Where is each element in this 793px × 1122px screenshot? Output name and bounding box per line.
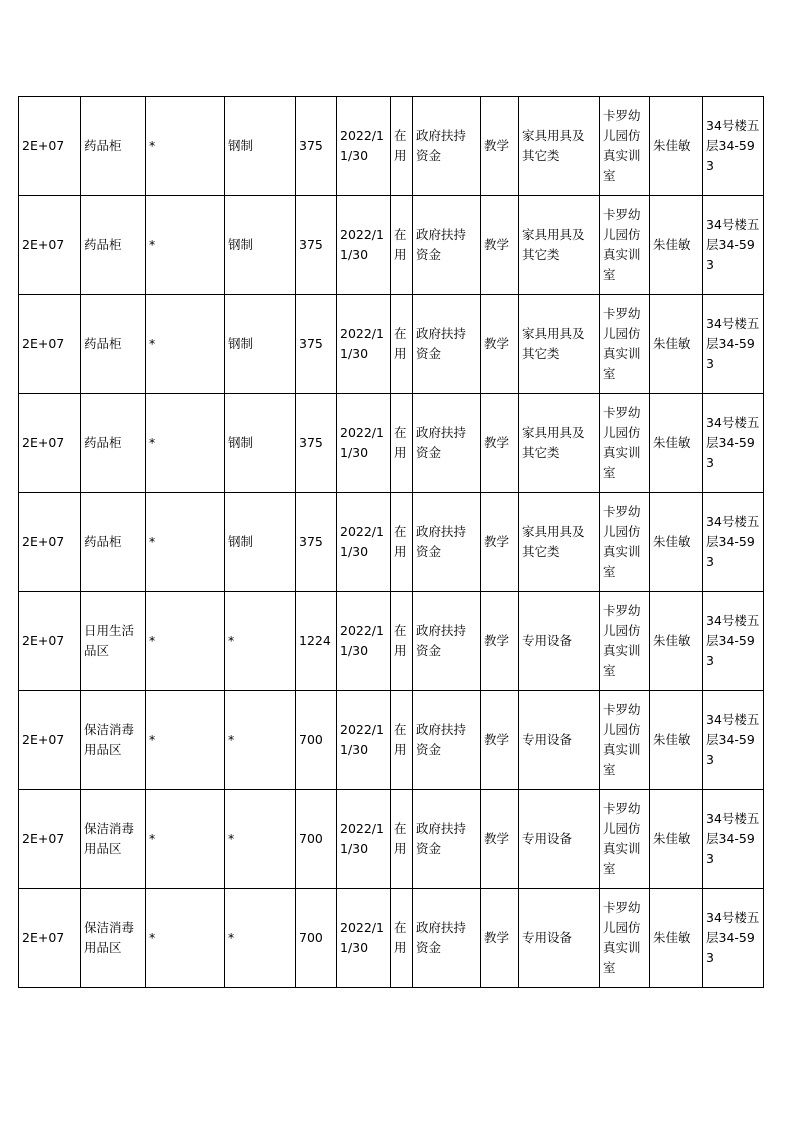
cell-location: 卡罗幼儿园仿真实训室	[600, 493, 650, 592]
cell-asset-name: 药品柜	[81, 97, 146, 196]
cell-date: 2022/11/30	[337, 493, 391, 592]
cell-material: 钢制	[225, 394, 296, 493]
cell-asset-name: 保洁消毒用品区	[81, 889, 146, 988]
cell-asset-name: 药品柜	[81, 295, 146, 394]
table-row	[19, 394, 764, 493]
cell-location: 卡罗幼儿园仿真实训室	[600, 394, 650, 493]
cell-custodian: 朱佳敏	[650, 790, 703, 889]
cell-asset-code: 2E+07	[19, 790, 81, 889]
table-row	[19, 493, 764, 592]
cell-status: 在用	[391, 790, 413, 889]
cell-fund-source: 政府扶持资金	[413, 295, 481, 394]
cell-fund-source: 政府扶持资金	[413, 394, 481, 493]
cell-price: 375	[296, 97, 337, 196]
cell-location: 卡罗幼儿园仿真实训室	[600, 889, 650, 988]
cell-asset-code: 2E+07	[19, 889, 81, 988]
cell-spec: *	[146, 691, 225, 790]
cell-material: *	[225, 790, 296, 889]
cell-fund-source: 政府扶持资金	[413, 592, 481, 691]
cell-usage: 教学	[481, 889, 519, 988]
cell-asset-code: 2E+07	[19, 196, 81, 295]
cell-room: 34号楼五层34-593	[703, 691, 764, 790]
cell-status: 在用	[391, 295, 413, 394]
table-row	[19, 889, 764, 988]
table-row	[19, 97, 764, 196]
cell-custodian: 朱佳敏	[650, 889, 703, 988]
cell-location: 卡罗幼儿园仿真实训室	[600, 691, 650, 790]
cell-status: 在用	[391, 97, 413, 196]
cell-room: 34号楼五层34-593	[703, 592, 764, 691]
cell-price: 1224	[296, 592, 337, 691]
cell-asset-code: 2E+07	[19, 295, 81, 394]
asset-table	[18, 96, 764, 988]
cell-room: 34号楼五层34-593	[703, 493, 764, 592]
cell-asset-name: 保洁消毒用品区	[81, 790, 146, 889]
cell-usage: 教学	[481, 790, 519, 889]
cell-date: 2022/11/30	[337, 790, 391, 889]
cell-spec: *	[146, 97, 225, 196]
cell-usage: 教学	[481, 493, 519, 592]
cell-asset-name: 药品柜	[81, 196, 146, 295]
cell-fund-source: 政府扶持资金	[413, 889, 481, 988]
cell-custodian: 朱佳敏	[650, 295, 703, 394]
cell-custodian: 朱佳敏	[650, 394, 703, 493]
cell-fund-source: 政府扶持资金	[413, 196, 481, 295]
cell-fund-source: 政府扶持资金	[413, 790, 481, 889]
cell-category: 家具用具及其它类	[519, 394, 600, 493]
cell-category: 家具用具及其它类	[519, 295, 600, 394]
table-row	[19, 691, 764, 790]
cell-usage: 教学	[481, 295, 519, 394]
cell-asset-code: 2E+07	[19, 493, 81, 592]
cell-asset-name: 日用生活品区	[81, 592, 146, 691]
asset-table-body	[19, 97, 764, 988]
cell-material: 钢制	[225, 97, 296, 196]
cell-material: *	[225, 889, 296, 988]
cell-fund-source: 政府扶持资金	[413, 97, 481, 196]
cell-material: 钢制	[225, 295, 296, 394]
cell-material: 钢制	[225, 493, 296, 592]
cell-category: 专用设备	[519, 592, 600, 691]
cell-date: 2022/11/30	[337, 97, 391, 196]
cell-asset-name: 保洁消毒用品区	[81, 691, 146, 790]
cell-material: *	[225, 592, 296, 691]
cell-room: 34号楼五层34-593	[703, 394, 764, 493]
cell-price: 375	[296, 493, 337, 592]
cell-room: 34号楼五层34-593	[703, 790, 764, 889]
cell-room: 34号楼五层34-593	[703, 196, 764, 295]
cell-spec: *	[146, 196, 225, 295]
cell-asset-code: 2E+07	[19, 691, 81, 790]
cell-room: 34号楼五层34-593	[703, 97, 764, 196]
cell-room: 34号楼五层34-593	[703, 889, 764, 988]
cell-fund-source: 政府扶持资金	[413, 493, 481, 592]
cell-status: 在用	[391, 394, 413, 493]
cell-spec: *	[146, 889, 225, 988]
cell-asset-code: 2E+07	[19, 97, 81, 196]
cell-price: 375	[296, 295, 337, 394]
cell-date: 2022/11/30	[337, 592, 391, 691]
cell-status: 在用	[391, 691, 413, 790]
cell-custodian: 朱佳敏	[650, 493, 703, 592]
cell-usage: 教学	[481, 196, 519, 295]
cell-location: 卡罗幼儿园仿真实训室	[600, 97, 650, 196]
cell-material: 钢制	[225, 196, 296, 295]
cell-custodian: 朱佳敏	[650, 196, 703, 295]
cell-price: 375	[296, 196, 337, 295]
cell-date: 2022/11/30	[337, 295, 391, 394]
cell-usage: 教学	[481, 691, 519, 790]
table-row	[19, 196, 764, 295]
cell-spec: *	[146, 295, 225, 394]
cell-fund-source: 政府扶持资金	[413, 691, 481, 790]
cell-location: 卡罗幼儿园仿真实训室	[600, 196, 650, 295]
cell-location: 卡罗幼儿园仿真实训室	[600, 790, 650, 889]
cell-status: 在用	[391, 889, 413, 988]
cell-category: 家具用具及其它类	[519, 196, 600, 295]
cell-spec: *	[146, 493, 225, 592]
cell-material: *	[225, 691, 296, 790]
cell-status: 在用	[391, 493, 413, 592]
cell-asset-code: 2E+07	[19, 394, 81, 493]
table-row	[19, 592, 764, 691]
cell-category: 家具用具及其它类	[519, 493, 600, 592]
cell-spec: *	[146, 394, 225, 493]
cell-category: 专用设备	[519, 790, 600, 889]
cell-location: 卡罗幼儿园仿真实训室	[600, 592, 650, 691]
cell-date: 2022/11/30	[337, 196, 391, 295]
cell-custodian: 朱佳敏	[650, 691, 703, 790]
cell-asset-name: 药品柜	[81, 394, 146, 493]
cell-price: 375	[296, 394, 337, 493]
cell-asset-name: 药品柜	[81, 493, 146, 592]
table-row	[19, 790, 764, 889]
cell-date: 2022/11/30	[337, 394, 391, 493]
cell-status: 在用	[391, 592, 413, 691]
cell-asset-code: 2E+07	[19, 592, 81, 691]
cell-price: 700	[296, 691, 337, 790]
cell-date: 2022/11/30	[337, 691, 391, 790]
cell-category: 专用设备	[519, 889, 600, 988]
cell-usage: 教学	[481, 97, 519, 196]
cell-price: 700	[296, 790, 337, 889]
cell-price: 700	[296, 889, 337, 988]
cell-status: 在用	[391, 196, 413, 295]
cell-location: 卡罗幼儿园仿真实训室	[600, 295, 650, 394]
table-row	[19, 295, 764, 394]
cell-spec: *	[146, 790, 225, 889]
cell-category: 专用设备	[519, 691, 600, 790]
cell-usage: 教学	[481, 394, 519, 493]
cell-date: 2022/11/30	[337, 889, 391, 988]
cell-category: 家具用具及其它类	[519, 97, 600, 196]
cell-spec: *	[146, 592, 225, 691]
cell-custodian: 朱佳敏	[650, 97, 703, 196]
cell-usage: 教学	[481, 592, 519, 691]
cell-room: 34号楼五层34-593	[703, 295, 764, 394]
cell-custodian: 朱佳敏	[650, 592, 703, 691]
